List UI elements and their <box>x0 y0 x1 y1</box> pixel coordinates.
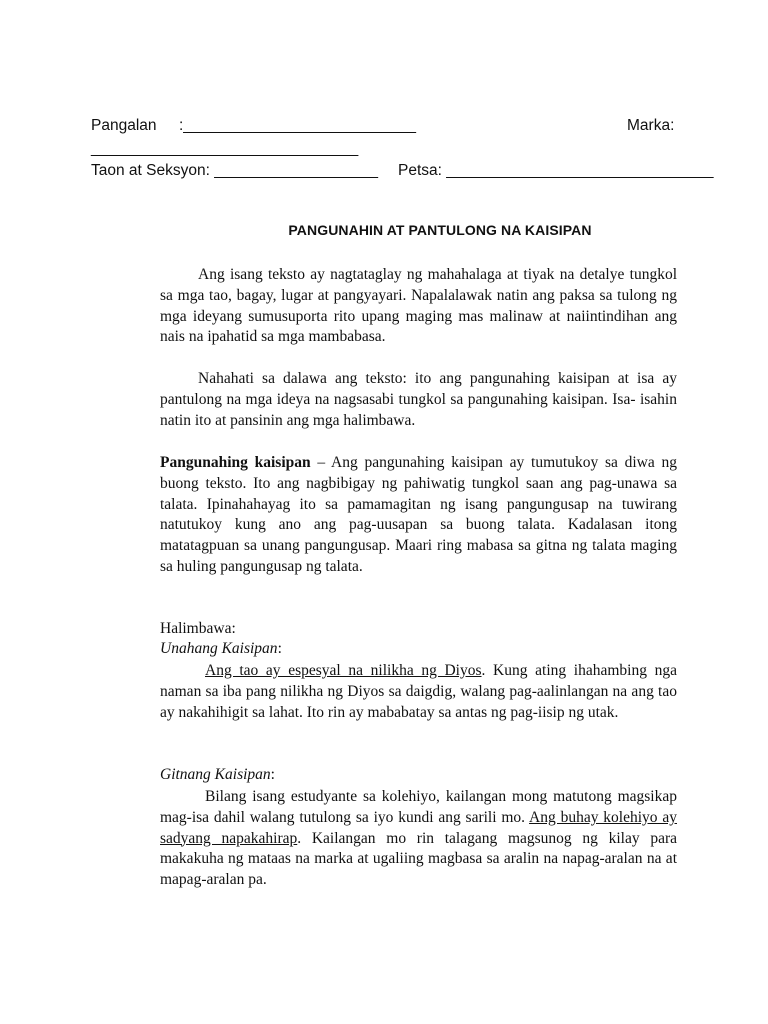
name-field-line[interactable]: :___________________________ <box>179 117 417 134</box>
paragraph-middle-example <box>160 787 677 891</box>
document-title: PANGUNAHIN AT PANTULONG NA KAISIPAN <box>288 222 592 238</box>
term-main-idea: Pangunahing kaisipan <box>160 454 311 471</box>
name-label: Pangalan <box>91 117 157 134</box>
first-main-idea-sentence: Ang tao ay espesyal na nilikha ng Diyos <box>205 662 482 679</box>
first-idea-label: Unahang Kaisipan: <box>160 640 282 657</box>
paragraph-first-example <box>160 661 677 723</box>
middle-main-idea-part2: sadyang napakahirap <box>160 829 298 847</box>
middle-example-after: . Kailangan mo rin talagang magsunog ng kilay para makakuha ng mataas na marka at ugaliing magbasa sa aralin na napag-aralan na at mapag-aralan pa. <box>160 829 677 889</box>
middle-example-before: Bilang isang estudyante sa kolehiyo, kailangan mong matutong magsikap mag-isa dahil walang tutulong sa iyo kundi ang sarili mo. <box>160 788 677 826</box>
date-field[interactable]: Petsa: _______________________________ <box>398 162 714 179</box>
year-section-field[interactable]: Taon at Seksyon: ___________________ <box>91 162 378 179</box>
grade-label: Marka: <box>627 117 675 134</box>
examples-heading: Halimbawa: <box>160 620 236 637</box>
first-example-rest: . Kung ating ihahambing nga naman sa iba pang nilikha ng Diyos sa daigdig, walang pag-aalinlangan na ang tao ay nakahihigit sa lahat. Ito rin ay mababatay sa antas ng pag-iisip ng utak. <box>160 662 677 721</box>
paragraph-main-idea <box>160 453 677 578</box>
paragraph-intro: Ang isang teksto ay nagtataglay ng mahahalaga at tiyak na detalye tungkol sa mga tao, bagay, lugar at pangyayari. Napalalawak natin ang paksa sa tulong ng mga ideyang sumusuporta rito upang maging mas malinaw at naiintindihan ang nais na ipahatid sa mga mambabasa. <box>160 266 677 346</box>
middle-main-idea-part1: Ang buhay kolehiyo ay <box>529 808 677 826</box>
main-idea-definition: – Ang pangunahing kaisipan ay tumutukoy sa diwa ng buong teksto. Ito ang nagbibigay ng pahiwatig tungkol saan ang pag-unawa sa talata. Ipinahahayag ito sa pamamagitan ng isang pangungusap na tuwirang natutukoy kung ano ang pag-uusapan sa buong talata. Kadalasan itong matatagpuan sa unang pangungusap. Maari ring mabasa sa gitna ng talata maging sa huling pangungusap ng talata. <box>160 454 677 575</box>
paragraph-division: Nahahati sa dalawa ang teksto: ito ang pangunahing kaisipan at isa ay pantulong na mga ideya na nagsasabi tungkol sa pangunahing kaisipan. Isa- isahin natin ito at pansinin ang mga halimbawa. <box>160 370 677 429</box>
middle-idea-label: Gitnang Kaisipan: <box>160 766 275 783</box>
grade-field-line[interactable]: _______________________________ <box>91 140 359 157</box>
